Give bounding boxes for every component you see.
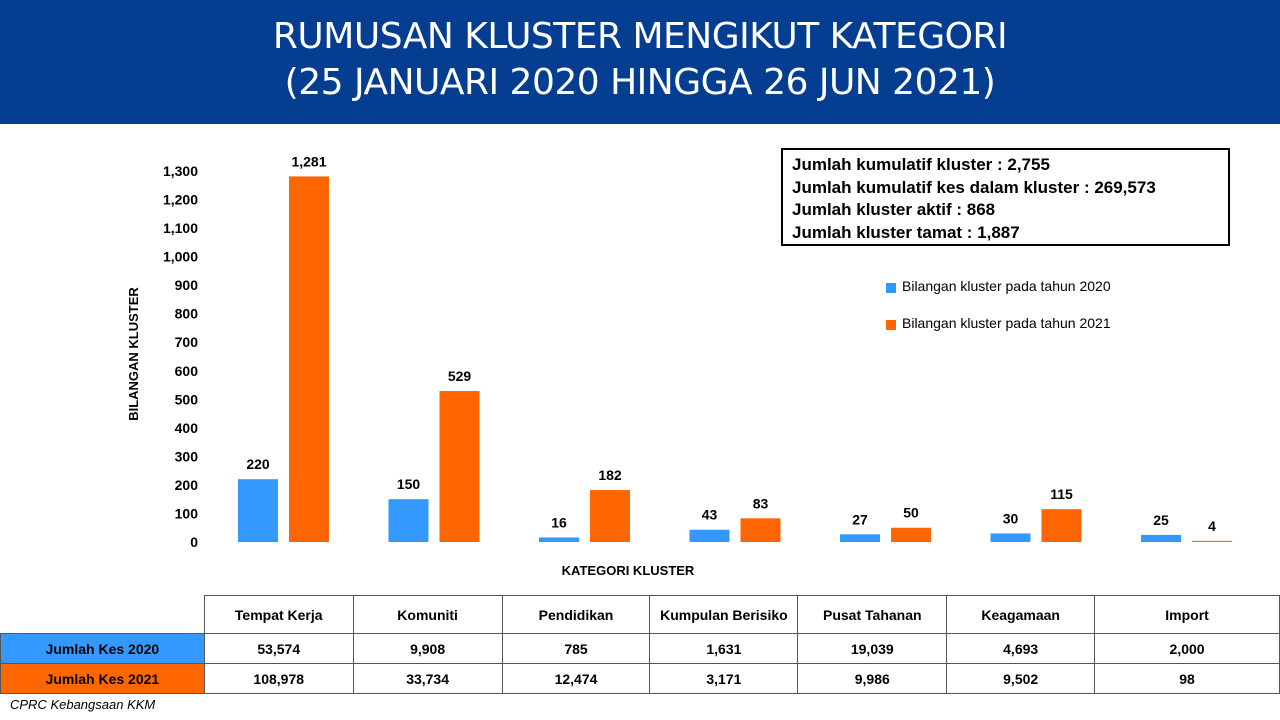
y-tick-label: 1,200: [162, 191, 198, 208]
y-axis-label: BILANGAN KLUSTER: [126, 287, 141, 421]
data-label-2020: 27: [852, 511, 868, 528]
table-header-cell: Keagamaan: [947, 596, 1095, 634]
table-cell: 9,986: [798, 664, 947, 694]
table-row-label-2021: Jumlah Kes 2021: [1, 664, 205, 694]
info-line-total-cases: Jumlah kumulatif kes dalam kluster : 269,573: [792, 177, 1156, 197]
bar-2020: [389, 499, 429, 542]
info-line-ended-clusters: Jumlah kluster tamat : 1,887: [792, 222, 1020, 242]
bar-2021: [289, 176, 329, 542]
data-label-2021: 1,281: [291, 153, 327, 170]
y-tick-label: 100: [174, 505, 198, 522]
bar-2020: [840, 534, 880, 542]
table-header-cell: Komuniti: [353, 596, 502, 634]
info-line-total-clusters: Jumlah kumulatif kluster : 2,755: [792, 155, 1050, 174]
bar-2021: [1192, 541, 1232, 542]
page-title-line1: RUMUSAN KLUSTER MENGIKUT KATEGORI: [272, 16, 1008, 57]
y-tick-label: 600: [174, 362, 198, 379]
y-tick-label: 200: [174, 476, 198, 493]
legend-swatch-2020: [886, 283, 896, 293]
y-tick-label: 300: [174, 448, 198, 465]
x-axis-label: KATEGORI KLUSTER: [561, 563, 695, 578]
bar-2021: [1042, 509, 1082, 542]
y-tick-label: 1,300: [162, 163, 198, 179]
bar-2020: [1141, 535, 1181, 542]
bar-2020: [991, 533, 1031, 542]
bar-2020: [690, 530, 730, 542]
table-row-2020: [1, 634, 1280, 664]
table-header-cell: Import: [1095, 596, 1280, 634]
bar-2021: [741, 518, 781, 542]
legend-swatch-2021: [886, 320, 896, 330]
table-header-cell: Pusat Tahanan: [798, 596, 947, 634]
table-cell: 98: [1095, 664, 1280, 694]
table-cell: 19,039: [798, 634, 947, 664]
table-header-cell: Tempat Kerja: [204, 596, 353, 634]
table-cell: 4,693: [947, 634, 1095, 664]
data-label-2021: 83: [752, 495, 769, 512]
data-label-2020: 150: [396, 476, 421, 493]
table-cell: 2,000: [1095, 634, 1280, 664]
table-cell: 3,171: [650, 664, 798, 694]
bar-2020: [238, 479, 278, 542]
data-label-2020: 43: [701, 506, 718, 523]
page-title-line2: (25 JANUARI 2020 HINGGA 26 JUN 2021): [284, 62, 996, 103]
data-label-2021: 50: [903, 504, 919, 521]
table-cell: 12,474: [502, 664, 650, 694]
table-corner-cell: [1, 596, 205, 634]
table-row-2021: [1, 664, 1280, 694]
legend-label-2021: Bilangan kluster pada tahun 2021: [902, 315, 1111, 331]
table-header-cell: Kumpulan Berisiko: [650, 596, 798, 634]
data-label-2020: 16: [551, 514, 567, 531]
table-cell: 33,734: [353, 664, 502, 694]
cases-table: [0, 595, 1280, 694]
data-label-2021: 529: [447, 368, 472, 385]
y-tick-label: 1,000: [162, 248, 198, 265]
y-tick-label: 700: [174, 334, 198, 351]
table-header-row: [1, 596, 1280, 634]
y-tick-label: 0: [190, 534, 198, 550]
data-label-2020: 30: [1002, 510, 1019, 527]
table-cell: 9,502: [947, 664, 1095, 694]
table-cell: 9,908: [353, 634, 502, 664]
bar-2020: [539, 537, 579, 542]
table-header-cell: Pendidikan: [502, 596, 650, 634]
data-label-2020: 220: [246, 456, 270, 473]
data-label-2021: 4: [1208, 517, 1216, 534]
summary-info-box: [781, 148, 1230, 246]
table-cell: 1,631: [650, 634, 798, 664]
legend-label-2020: Bilangan kluster pada tahun 2020: [902, 278, 1111, 294]
table-cell: 108,978: [204, 664, 353, 694]
bar-2021: [891, 528, 931, 542]
y-tick-label: 1,100: [162, 220, 198, 237]
y-tick-label: 800: [174, 305, 198, 322]
y-tick-label: 400: [174, 419, 198, 436]
bar-2021: [590, 490, 630, 542]
header-banner: [0, 0, 1280, 124]
bar-2021: [440, 391, 480, 542]
source-footnote: CPRC Kebangsaan KKM: [10, 697, 156, 712]
table-cell: 785: [502, 634, 650, 664]
table-cell: 53,574: [204, 634, 353, 664]
table-row-label-2020: Jumlah Kes 2020: [1, 634, 205, 664]
data-label-2020: 25: [1153, 511, 1169, 528]
data-label-2021: 115: [1050, 486, 1073, 503]
info-line-active-clusters: Jumlah kluster aktif : 868: [792, 200, 996, 219]
y-tick-label: 500: [174, 391, 198, 408]
data-label-2021: 182: [598, 467, 622, 484]
y-tick-label: 900: [174, 277, 198, 294]
